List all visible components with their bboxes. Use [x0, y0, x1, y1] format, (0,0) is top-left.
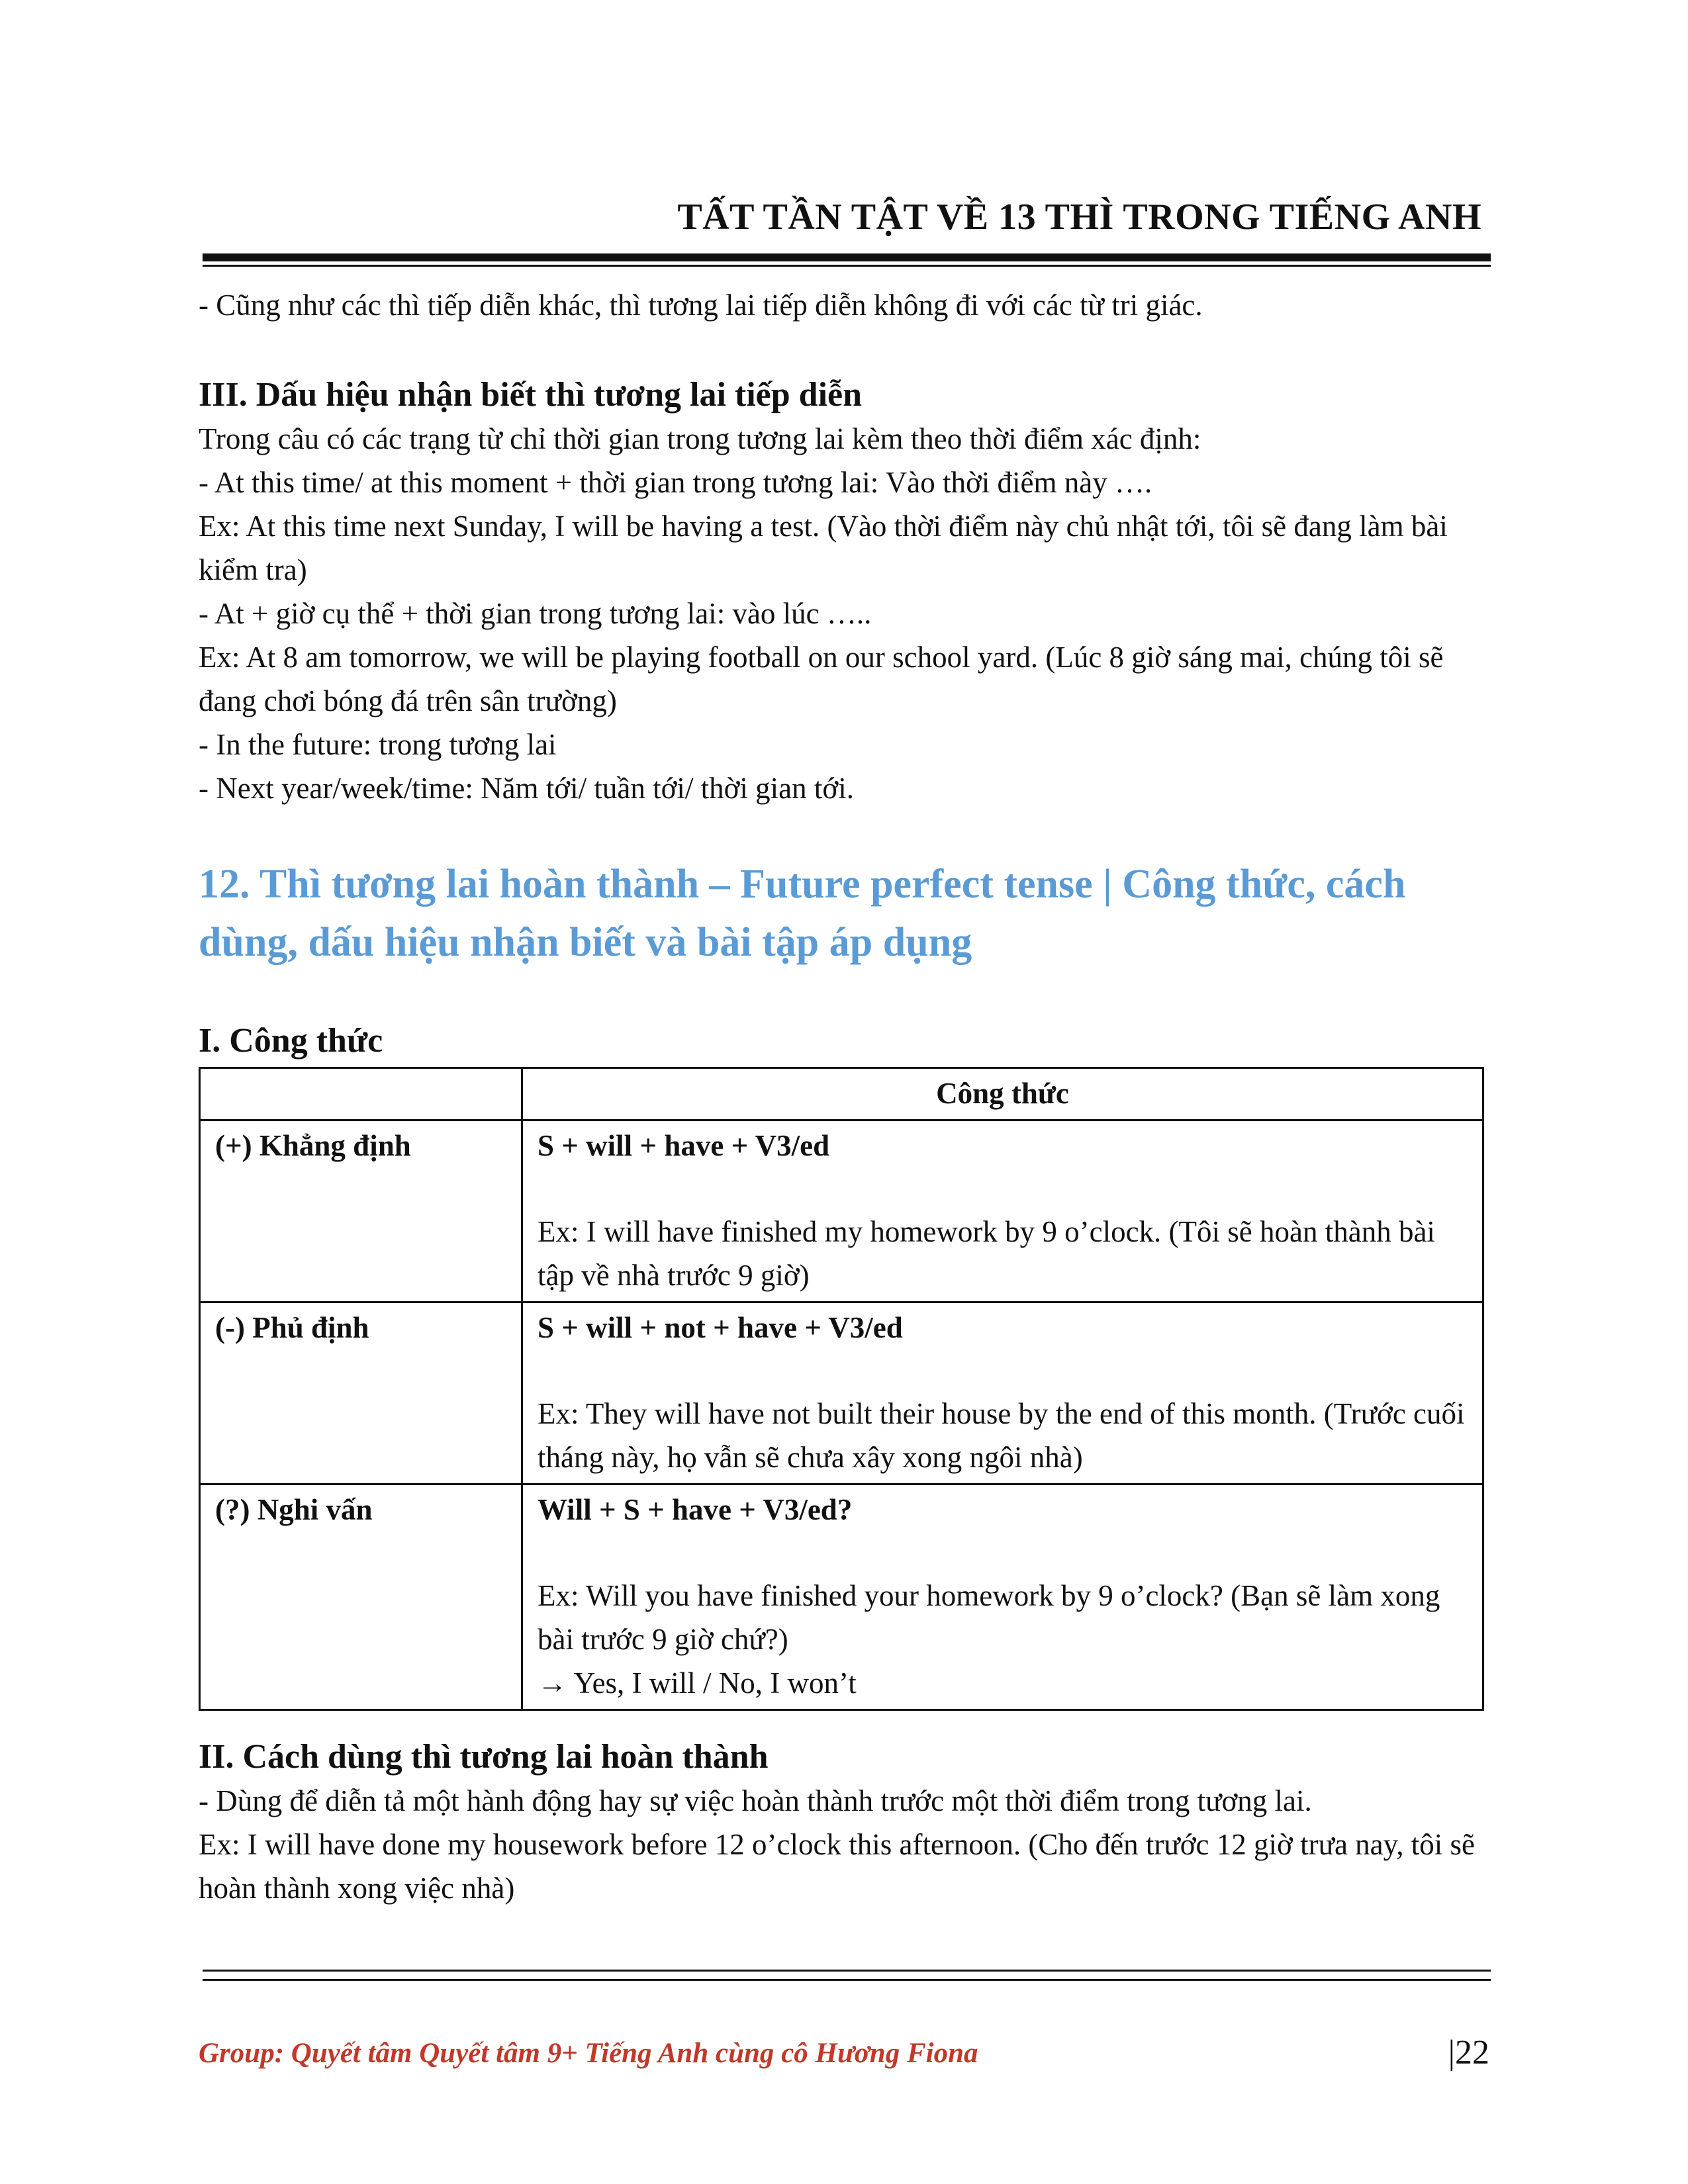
formula-table: [199, 1067, 1484, 1711]
footer-rule-thin-2: [203, 1979, 1491, 1981]
table-header-row: [200, 1068, 1483, 1120]
footer-group-text: Group: Quyết tâm Quyết tâm 9+ Tiếng Anh cùng cô Hương Fiona: [199, 2038, 978, 2069]
section-12-title: 12. Thì tương lai hoàn thành – Future perfect tense | Công thức, cách dùng, dấu hiệu nhận biết và bài tập áp dụng: [199, 862, 1406, 965]
table-header-empty: [200, 1068, 522, 1120]
section-iii-line: Trong câu có các trạng từ chỉ thời gian trong tương lai kèm theo thời điểm xác định:: [199, 422, 1201, 455]
usage-heading: II. Cách dùng thì tương lai hoàn thành: [199, 1738, 769, 1776]
table-row: [200, 1302, 1483, 1484]
section-iii-line: - In the future: trong tương lai: [199, 728, 557, 761]
section-iii: [199, 373, 1489, 810]
row-content-negative: [522, 1302, 1483, 1484]
table-row: [200, 1484, 1483, 1710]
row-label-negative: (-) Phủ định: [200, 1302, 522, 1484]
usage-section: [199, 1735, 1489, 1910]
intro-block: [199, 283, 1489, 327]
formula-section: [199, 1019, 1489, 1063]
header-rule-thick: [203, 253, 1491, 261]
table-header-formula: Công thức: [522, 1068, 1483, 1120]
section-iii-line: - At this time/ at this moment + thời gian trong tương lai: Vào thời điểm này ….: [199, 466, 1152, 499]
section-iii-line: - Next year/week/time: Năm tới/ tuần tới/ thời gian tới.: [199, 772, 854, 805]
section-iii-line: Ex: At this time next Sunday, I will be having a test. (Vào thời điểm này chủ nhật tới, tôi sẽ đang làm bài kiểm tra): [199, 510, 1448, 586]
row-label-question: (?) Nghi vấn: [200, 1484, 522, 1710]
section-iii-line: - At + giờ cụ thể + thời gian trong tương lai: vào lúc …..: [199, 597, 872, 630]
section-iii-heading: III. Dấu hiệu nhận biết thì tương lai tiếp diễn: [199, 376, 863, 414]
usage-line: - Dùng để diễn tả một hành động hay sự việc hoàn thành trước một thời điểm trong tương lai.: [199, 1784, 1312, 1817]
example-affirmative: Ex: I will have finished my homework by 9 o’clock. (Tôi sẽ hoàn thành bài tập về nhà trước 9 giờ): [538, 1215, 1435, 1292]
formula-negative: S + will + not + have + V3/ed: [538, 1311, 903, 1344]
page-header-title: TẤT TẦN TẬT VỀ 13 THÌ TRONG TIẾNG ANH: [677, 197, 1481, 238]
answer-question: → Yes, I will / No, I won’t: [538, 1666, 857, 1700]
formula-affirmative: S + will + have + V3/ed: [538, 1129, 830, 1162]
section-12: [199, 855, 1489, 972]
row-content-affirmative: [522, 1120, 1483, 1302]
formula-question: Will + S + have + V3/ed?: [538, 1493, 853, 1526]
page-number: |22: [1448, 2034, 1489, 2071]
footer-rule-thin: [203, 1970, 1491, 1972]
usage-line: Ex: I will have done my housework before 12 o’clock this afternoon. (Cho đến trước 12 giờ trưa nay, tôi sẽ hoàn thành xong việc nhà): [199, 1828, 1475, 1905]
example-question: Ex: Will you have finished your homework by 9 o’clock? (Bạn sẽ làm xong bài trước 9 giờ chứ?): [538, 1579, 1440, 1656]
formula-heading: I. Công thức: [199, 1022, 383, 1060]
intro-note: - Cũng như các thì tiếp diễn khác, thì tương lai tiếp diễn không đi với các từ tri giác.: [199, 289, 1203, 322]
header-rule-thin: [203, 265, 1491, 267]
row-label-affirmative: (+) Khẳng định: [200, 1120, 522, 1302]
table-row: [200, 1120, 1483, 1302]
example-negative: Ex: They will have not built their house by the end of this month. (Trước cuối tháng này, họ vẫn sẽ chưa xây xong ngôi nhà): [538, 1397, 1465, 1474]
row-content-question: [522, 1484, 1483, 1710]
section-iii-line: Ex: At 8 am tomorrow, we will be playing football on our school yard. (Lúc 8 giờ sáng mai, chúng tôi sẽ đang chơi bóng đá trên sân trường): [199, 641, 1444, 717]
